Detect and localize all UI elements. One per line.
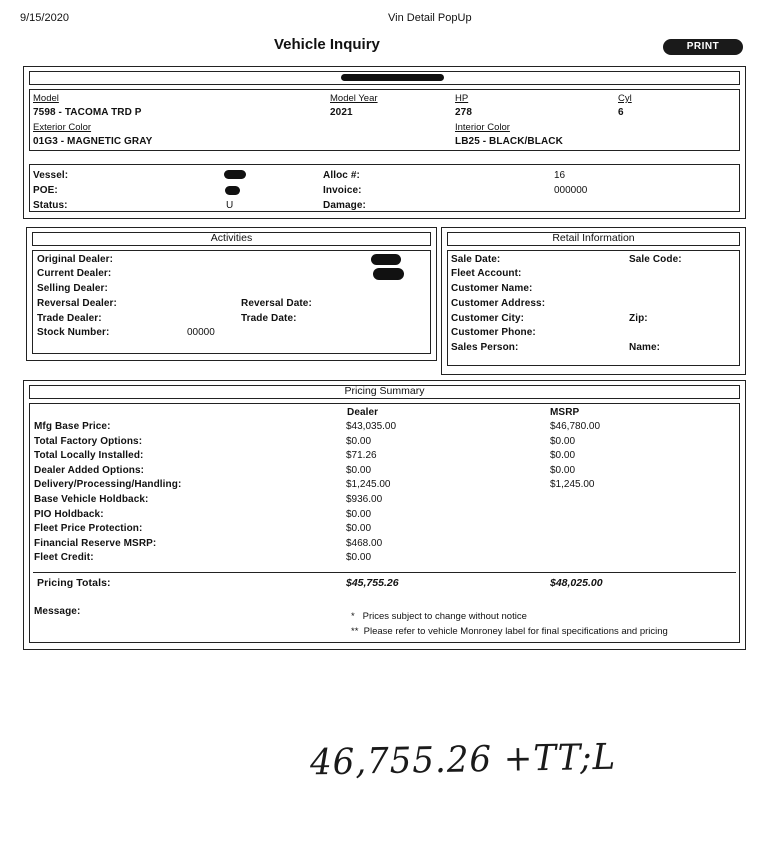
pricing-summary-header: Pricing Summary [29, 385, 740, 399]
fleet-account-label: Fleet Account: [451, 268, 522, 279]
print-date: 9/15/2020 [20, 12, 69, 24]
invoice-value: 000000 [554, 185, 588, 196]
msrp-total: $48,025.00 [550, 577, 603, 589]
stock-number-value: 00000 [187, 327, 215, 338]
shipping-details [29, 164, 740, 212]
model-year-value: 2021 [330, 107, 353, 118]
customer-city-label: Customer City: [451, 313, 525, 324]
redacted-original-dealer [371, 254, 401, 265]
trade-date-label: Trade Date: [241, 313, 297, 324]
pricing-row-msrp-value: $0.00 [550, 450, 576, 461]
pricing-row-dealer-value: $468.00 [346, 538, 383, 549]
original-dealer-label: Original Dealer: [37, 254, 114, 265]
hp-value: 278 [455, 107, 472, 118]
cyl-label: Cyl [618, 93, 632, 104]
model-value: 7598 - TACOMA TRD P [33, 107, 142, 118]
interior-color-value: LB25 - BLACK/BLACK [455, 136, 563, 147]
status-value: U [226, 200, 234, 211]
activities-box [26, 227, 437, 361]
pricing-totals-label: Pricing Totals: [37, 577, 111, 589]
trade-dealer-label: Trade Dealer: [37, 313, 102, 324]
status-label: Status: [33, 200, 68, 211]
name-label: Name: [629, 342, 661, 353]
pricing-row-dealer-value: $0.00 [346, 523, 372, 534]
redacted-current-dealer [373, 268, 404, 280]
pricing-row-label: PIO Holdback: [34, 509, 104, 520]
pricing-row-dealer-value: $0.00 [346, 436, 372, 447]
pricing-row-label: Fleet Price Protection: [34, 523, 143, 534]
dealer-total: $45,755.26 [346, 577, 399, 589]
zip-label: Zip: [629, 313, 648, 324]
vessel-label: Vessel: [33, 170, 69, 181]
monroney-label-note: ** Please refer to vehicle Monroney label for final specifications and pricing [351, 626, 668, 637]
exterior-color-value: 01G3 - MAGNETIC GRAY [33, 136, 153, 147]
pricing-row-label: Total Factory Options: [34, 436, 143, 447]
redacted-poe [225, 186, 240, 195]
msrp-column-header: MSRP [550, 407, 580, 418]
pricing-row-label: Mfg Base Price: [34, 421, 111, 432]
hp-label: HP [455, 93, 469, 104]
print-button[interactable]: PRINT [663, 39, 743, 55]
interior-color-label: Interior Color [455, 122, 510, 133]
pricing-row-label: Dealer Added Options: [34, 465, 145, 476]
pricing-row-label: Base Vehicle Holdback: [34, 494, 149, 505]
reversal-date-label: Reversal Date: [241, 298, 312, 309]
invoice-label: Invoice: [323, 185, 362, 196]
cyl-value: 6 [618, 107, 624, 118]
pricing-row-dealer-value: $936.00 [346, 494, 383, 505]
pricing-row-dealer-value: $43,035.00 [346, 421, 397, 432]
vehicle-title-bar [29, 71, 740, 85]
window-title: Vin Detail PopUp [388, 12, 472, 24]
message-label: Message: [34, 606, 81, 617]
customer-name-label: Customer Name: [451, 283, 533, 294]
damage-label: Damage: [323, 200, 366, 211]
pricing-row-label: Total Locally Installed: [34, 450, 144, 461]
dealer-column-header: Dealer [347, 407, 379, 418]
model-label: Model [33, 93, 59, 104]
pricing-row-label: Fleet Credit: [34, 552, 94, 563]
pricing-row-dealer-value: $0.00 [346, 509, 372, 520]
sales-person-label: Sales Person: [451, 342, 519, 353]
customer-phone-label: Customer Phone: [451, 327, 536, 338]
exterior-color-label: Exterior Color [33, 122, 92, 133]
customer-address-label: Customer Address: [451, 298, 546, 309]
alloc-value: 16 [554, 170, 566, 181]
pricing-row-label: Financial Reserve MSRP: [34, 538, 157, 549]
model-year-label: Model Year [330, 93, 378, 104]
redacted-vin [341, 74, 444, 81]
pricing-row-dealer-value: $71.26 [346, 450, 377, 461]
pricing-row-label: Delivery/Processing/Handling: [34, 479, 182, 490]
alloc-label: Alloc #: [323, 170, 360, 181]
pricing-row-msrp-value: $0.00 [550, 436, 576, 447]
poe-label: POE: [33, 185, 58, 196]
sale-date-label: Sale Date: [451, 254, 501, 265]
pricing-row-msrp-value: $46,780.00 [550, 421, 601, 432]
reversal-dealer-label: Reversal Dealer: [37, 298, 117, 309]
pricing-row-msrp-value: $1,245.00 [550, 479, 595, 490]
handwritten-note: 46,755.26 +TT;L [309, 736, 617, 784]
pricing-row-dealer-value: $1,245.00 [346, 479, 391, 490]
selling-dealer-label: Selling Dealer: [37, 283, 108, 294]
current-dealer-label: Current Dealer: [37, 268, 112, 279]
redacted-vessel [224, 170, 246, 179]
pricing-row-dealer-value: $0.00 [346, 465, 372, 476]
retail-info-header: Retail Information [447, 232, 740, 246]
pricing-row-msrp-value: $0.00 [550, 465, 576, 476]
stock-number-label: Stock Number: [37, 327, 110, 338]
page-title: Vehicle Inquiry [274, 36, 380, 53]
totals-divider [33, 572, 736, 573]
sale-code-label: Sale Code: [629, 254, 682, 265]
activities-header: Activities [32, 232, 431, 246]
pricing-row-dealer-value: $0.00 [346, 552, 372, 563]
price-change-note: * Prices subject to change without notice [351, 611, 527, 622]
